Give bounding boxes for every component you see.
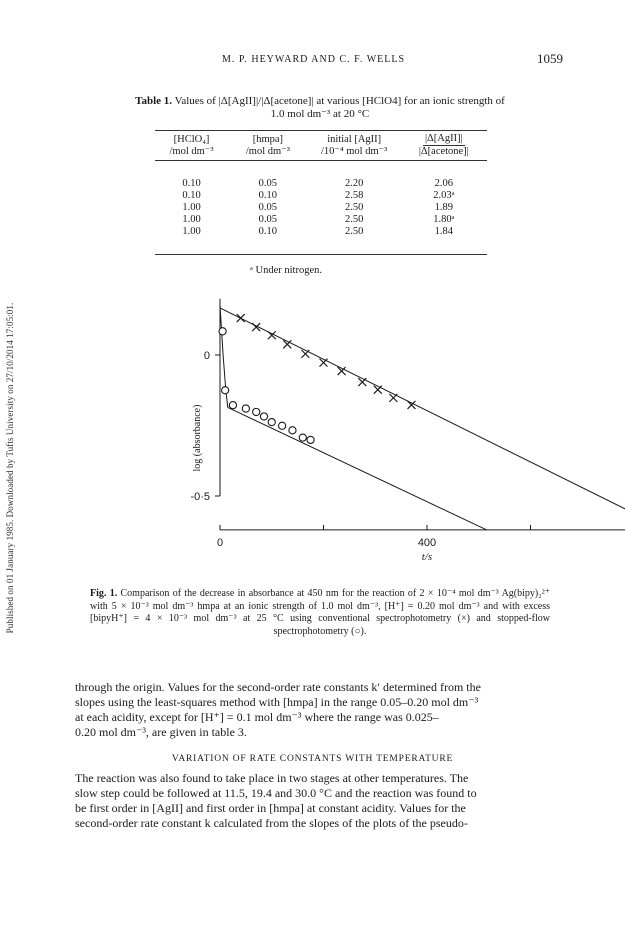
cross-point <box>407 401 415 409</box>
body-line: through the origin. Values for the second-order rate constants k′ determined from the <box>75 680 481 694</box>
cross-point <box>374 386 382 394</box>
figure-caption-text: Comparison of the decrease in absorbance at 450 nm for the reaction of 2 × 10⁻⁴ mol dm⁻³ Ag(bipy)₂²⁺ with 5 × 10⁻³ mol dm⁻³ hmpa at an ionic strength of 1.0 mol dm⁻³, [H⁺] = 0.20 mol dm⁻³ and with excess [bipyH⁺] = 4 × 10⁻³ mol dm⁻³ at 25 °C using conventional spectrophotometry (×) and stopped-flow spectrophotometry (○). <box>90 588 550 637</box>
body-line: The reaction was also found to take place in two stages at other temperatures. The <box>75 771 469 785</box>
x-tick-label: 400 <box>417 536 437 549</box>
plot-marks <box>219 305 625 529</box>
cross-point <box>237 314 245 322</box>
cross-point <box>389 394 397 402</box>
download-watermark-text: Published on 01 January 1985. Downloaded by Tufts University on 27/10/2014 17:05:01. <box>5 302 15 634</box>
x-axis-label: t/s <box>421 550 433 563</box>
col-header-hmpa: [hmpa] /mol dm⁻³ <box>245 133 290 157</box>
x-tick-label: 0 <box>216 536 224 549</box>
circle-point <box>289 427 296 434</box>
page-number: 1059 <box>537 51 563 66</box>
cross-point <box>301 350 309 358</box>
body-line: be first order in [AgII] and first order in [hmpa] at constant acidity. Values for the <box>75 801 466 815</box>
circle-point <box>268 419 275 426</box>
col-header-initial-ag: initial [AgII] /10⁻⁴ mol dm⁻³ <box>321 133 388 157</box>
body-line: slow step could be followed at 11.5, 19.4 and 30.0 °C and the reaction was found to <box>75 786 477 800</box>
y-tick-label: -0·5 <box>190 491 210 503</box>
table-row: 0.10 0.05 2.20 2.06 <box>182 178 454 189</box>
figure-caption <box>90 588 550 638</box>
col-header-hclo4: [HClO₄] /mol dm⁻³ <box>169 133 214 157</box>
figure-caption-label: Fig. 1. <box>90 588 118 599</box>
body-paragraph-1 <box>75 680 553 740</box>
table-row: 1.00 0.10 2.50 1.84 <box>182 226 454 237</box>
section-heading: VARIATION OF RATE CONSTANTS WITH TEMPERATURE <box>171 754 454 764</box>
cross-point <box>358 378 366 386</box>
body-line: 0.20 mol dm⁻³, are given in table 3. <box>75 725 247 739</box>
body-paragraph-2 <box>75 771 553 831</box>
circle-point <box>219 328 226 335</box>
table-footnote: ᵃ Under nitrogen. <box>250 265 322 276</box>
table-row: 1.00 0.05 2.50 1.89 <box>182 202 454 213</box>
col-header-ratio: |Δ[AgII]| |Δ[acetone]| <box>418 133 469 157</box>
y-tick-label: 0 <box>203 350 210 362</box>
circle-point <box>307 436 314 443</box>
circle-point <box>260 413 267 420</box>
circle-point <box>253 408 260 415</box>
running-header-authors: M. P. HEYWARD AND C. F. WELLS <box>222 54 406 65</box>
table-caption-line1: Values of |Δ[AgII]|/|Δ[acetone]| at various [HClO4] for an ionic strength of <box>174 95 505 107</box>
circle-point <box>299 434 306 441</box>
circle-point <box>229 402 236 409</box>
fit-line-conventional <box>220 308 625 526</box>
body-line: at each acidity, except for [H⁺] = 0.1 mol dm⁻³ where the range was 0.025– <box>75 710 439 724</box>
table-caption-line2: 1.0 mol dm⁻³ at 20 °C <box>270 108 370 120</box>
body-line: slopes using the least-squares method with [hmpa] in the range 0.05–0.20 mol dm⁻³ <box>75 695 479 709</box>
table-row: 0.10 0.10 2.58 2.03ᵃ <box>182 190 455 201</box>
circle-point <box>222 387 229 394</box>
table-row: 1.00 0.05 2.50 1.80ᵃ <box>182 214 455 225</box>
circle-point <box>242 405 249 412</box>
fit-line-stopped-flow <box>228 407 487 529</box>
plot-axes <box>190 299 625 549</box>
circle-point <box>279 422 286 429</box>
y-axis-label: log (absorbance) <box>192 404 203 472</box>
table-caption-label: Table 1. <box>135 95 173 107</box>
body-line: second-order rate constant k calculated from the slopes of the plots of the pseudo- <box>75 816 468 830</box>
